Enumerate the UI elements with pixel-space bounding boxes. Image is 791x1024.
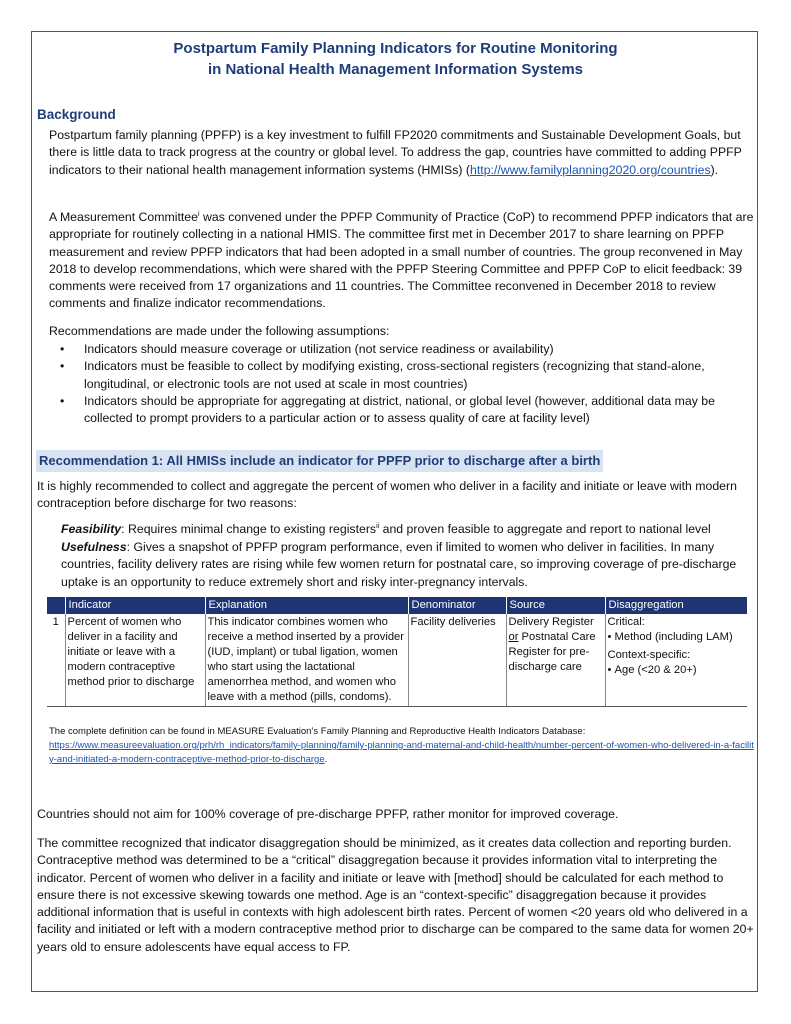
feasibility-paragraph — [61, 521, 761, 538]
header-denominator: Denominator — [408, 597, 506, 614]
header-number — [47, 597, 65, 614]
source-cell — [506, 614, 605, 707]
background-paragraph-1 — [49, 127, 749, 179]
context-label: Context-specific: — [607, 649, 691, 661]
context-item — [608, 663, 746, 678]
title-line-1: Postpartum Family Planning Indicators for Routine Monitoring — [173, 40, 618, 57]
assumption-item: • Indicators should be appropriate for aggregating at district, national, or global level (however, additional data may be collected to prompt providers to a particular action or to assess quality of care at facility level) — [58, 393, 748, 428]
explanation-cell: This indicator combines women who receive a method inserted by a provider (IUD, implant) or tubal ligation, women who start using the lactational amenorrhea method, and women who leave with a method (pills, condoms). — [205, 614, 408, 707]
header-indicator: Indicator — [65, 597, 205, 614]
source-text-a: Delivery Register — [508, 616, 594, 628]
table-row — [47, 614, 747, 707]
header-disaggregation: Disaggregation — [605, 597, 747, 614]
footnote-i: i — [198, 210, 200, 218]
table-header-row — [47, 597, 747, 614]
feasibility-text: : Requires minimal change to existing registers — [121, 522, 377, 536]
denominator-cell: Facility deliveries — [408, 614, 506, 707]
bullet-icon: • — [607, 631, 615, 643]
assumptions-intro: Recommendations are made under the following assumptions: — [49, 324, 390, 338]
indicator-cell: Percent of women who deliver in a facility and initiate or leave with a modern contraceptive method prior to discharge — [65, 614, 205, 707]
footnote-ii: ii — [376, 522, 380, 530]
bullet-icon: • — [607, 664, 615, 676]
disaggregation-paragraph: The committee recognized that indicator disaggregation should be minimized, as it creates data collection and reporting burden. Contraceptive method was determined to be a “critical” disaggregation because it provides information vital to interpreting the indicator. Percent of women who deliver in a facility and initiate or leave with [method] should be calculated for each method to ensure there is not excessive skewing towards one method. Age is an “context-specific” disaggregation because it provides additional information that is useful in contexts with high adolescent birth rates. Percent of women <20 years old who delivered in a facility and initiated or left with a modern contraceptive method prior to discharge can be compared to the same data for women 20+ years old to ensure adolescents have equal access to FP. — [37, 836, 754, 954]
critical-item — [608, 630, 746, 645]
background-heading: Background — [37, 107, 116, 122]
definition-note-end: . — [324, 754, 328, 765]
definition-note — [49, 725, 755, 767]
coverage-paragraph: Countries should not aim for 100% coverage of pre-discharge PPFP, rather monitor for improved coverage. — [37, 807, 619, 821]
header-explanation: Explanation — [205, 597, 408, 614]
fp2020-link[interactable]: http://www.familyplanning2020.org/countries — [470, 162, 711, 177]
usefulness-label: Usefulness — [61, 540, 127, 554]
feasibility-text-end: and proven feasible to aggregate and report to national level — [379, 522, 711, 536]
disaggregation-cell — [605, 614, 747, 707]
indicator-table — [47, 597, 747, 707]
assumptions-list — [58, 341, 748, 427]
source-or: or — [508, 631, 519, 643]
document-title — [40, 38, 751, 80]
bg-para1-end: ). — [710, 162, 719, 177]
definition-note-text: The complete definition can be found in MEASURE Evaluation’s Family Planning and Reproductive Health Indicators Database: — [49, 726, 586, 737]
usefulness-text: : Gives a snapshot of PPFP program performance, even if limited to women who deliver in facilities. In many countries, facility delivery rates are rising while few women return for postnatal care, so improving coverage of pre-discharge uptake is an opportunity to reduce extremely short and risky inter-pregnancy intervals. — [61, 540, 737, 589]
recommendation-1-heading: Recommendation 1: All HMISs include an indicator for PPFP prior to discharge after a birth — [36, 450, 603, 472]
row-number: 1 — [47, 614, 65, 707]
source-text-b: Postnatal Care Register for pre-discharge care — [508, 631, 596, 673]
critical-item-text: Method (including LAM) — [614, 631, 733, 643]
context-item-text: Age (<20 & 20+) — [614, 664, 697, 676]
bg-para1-text: Postpartum family planning (PPFP) is a key investment to fulfill FP2020 commitments and Sustainable Development Goals, but there is little data to track progress at the country or global level. To address the gap, countries have committed to adding PPFP indicators to their national health management information systems (HMISs) ( — [49, 128, 742, 177]
usefulness-paragraph — [61, 539, 753, 591]
recommendation-1-intro: It is highly recommended to collect and aggregate the percent of women who deliver in a facility and initiate or leave with modern contraception before discharge for two reasons: — [37, 479, 737, 511]
assumption-item: • Indicators should measure coverage or utilization (not service readiness or availability) — [58, 341, 748, 358]
header-source: Source — [506, 597, 605, 614]
critical-label: Critical: — [607, 616, 645, 628]
title-line-2: in National Health Management Information Systems — [207, 61, 584, 78]
bg-para2-start: A Measurement Committee — [49, 210, 198, 224]
feasibility-label: Feasibility — [61, 522, 122, 536]
measure-evaluation-link[interactable]: https://www.measureevaluation.org/prh/rh_indicators/family-planning/family-planning-and-maternal-and-child-health/number-percent-of-women-who-delivered-in-a-facility-and-initiated-a-modern-contraceptive-method-prior-to-discharge — [49, 740, 754, 765]
assumption-item: • Indicators must be feasible to collect by modifying existing, cross-sectional registers (recognizing that stand-alone, longitudinal, or electronic tools are not used at scale in most countries) — [58, 358, 748, 393]
background-paragraph-2 — [49, 209, 754, 313]
bg-para2-rest: was convened under the PPFP Community of Practice (CoP) to recommend PPFP indicators that are appropriate for routinely collecting in a national HMIS. The committee first met in December 2017 to share learning on PPFP measurement and review PPFP indicators that had been adopted in a small number of countries. The group reconvened in May 2018 to develop recommendations, which were shared with the PPFP Steering Committee and PPFP CoP to elicit feedback: 39 comments were received from 17 organizations and 11 countries. The Committee reconvened in December 2018 to review comments and finalize indicator recommendations. — [49, 210, 754, 311]
